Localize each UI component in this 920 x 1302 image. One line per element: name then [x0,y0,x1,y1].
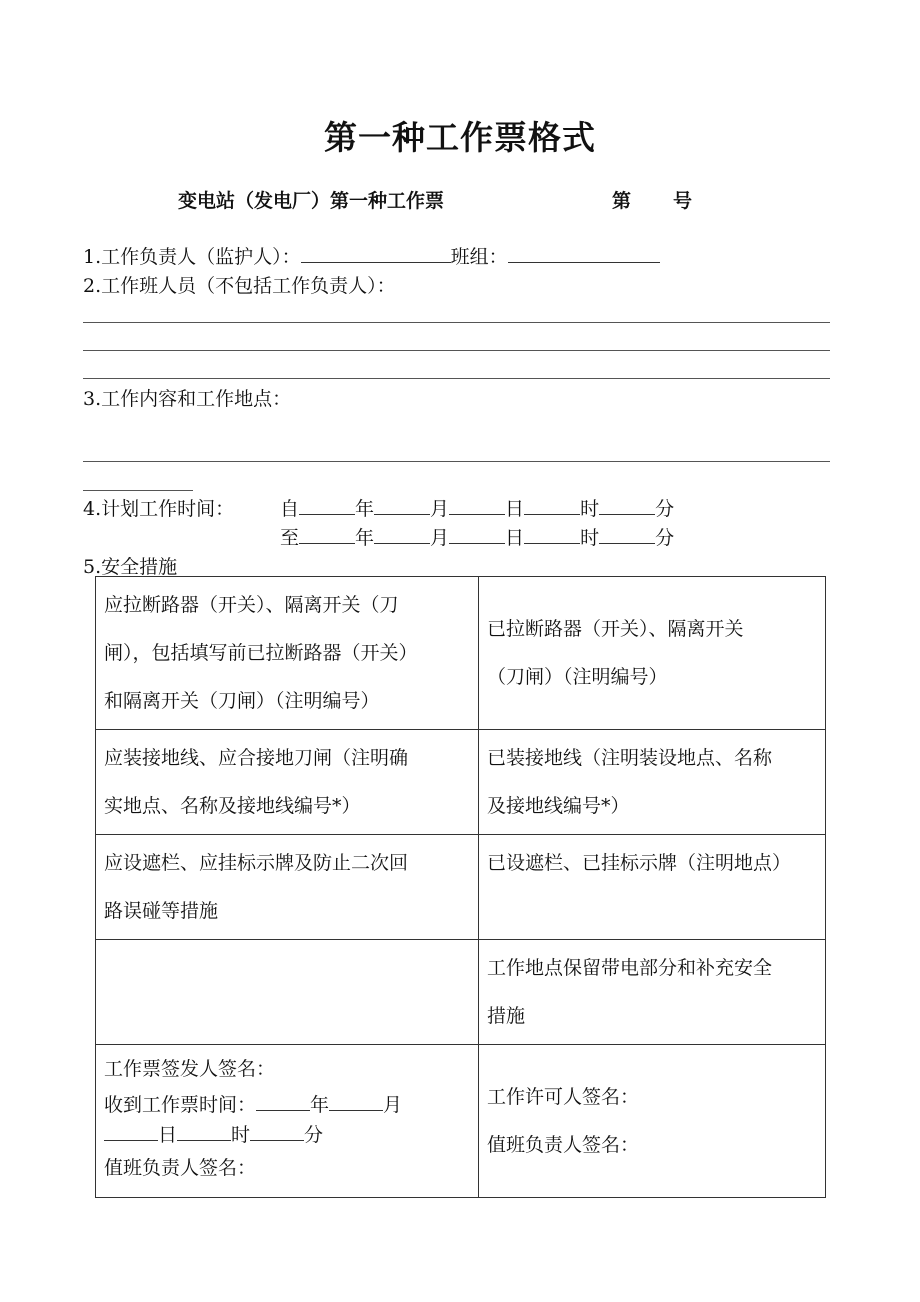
month-unit: 月 [383,1094,403,1116]
year-unit: 年 [310,1094,330,1116]
received-time-label: 收到工作票时间： [104,1094,257,1116]
safety-measures-table [95,576,826,1198]
hour-unit: 时 [231,1124,251,1146]
document-subtitle: 变电站（发电厂）第一种工作票 [178,190,445,212]
item4-label: 4.计划工作时间： [83,498,235,520]
time-to-label: 至 [280,527,300,549]
table-row [96,1045,826,1198]
installed-grounding-cell[interactable] [479,730,826,835]
duty-leader-signature-label: 值班负责人签名： [104,1157,257,1179]
cell-text: 实地点、名称及接地线编号*） [104,795,361,817]
minute-unit: 分 [304,1124,324,1146]
to-day-field[interactable] [449,523,505,544]
cell-text: 和隔离开关（刀闸）（注明编号） [104,690,380,712]
cell-text: 已装接地线（注明装设地点、名称 [487,747,773,769]
item3-label: 3.工作内容和工作地点： [83,388,292,410]
item2-label: 2.工作班人员（不包括工作负责人）： [83,275,396,297]
item1-row [83,242,660,269]
received-minute-field[interactable] [250,1120,304,1141]
team-field[interactable] [508,242,660,263]
empty-cell[interactable] [96,940,479,1045]
day-unit: 日 [505,498,525,520]
table-row [96,577,826,730]
content-line-2[interactable] [83,490,193,491]
cell-text: 应设遮栏、应挂标示牌及防止二次回 [104,852,409,874]
day-unit: 日 [158,1124,178,1146]
ticket-number [612,186,692,213]
to-minute-field[interactable] [599,523,655,544]
minute-unit: 分 [655,498,675,520]
opened-breakers-cell[interactable] [479,577,826,730]
permit-signature-label: 工作许可人签名： [487,1086,640,1108]
received-year-field[interactable] [256,1090,310,1111]
issuer-signature-cell[interactable] [96,1045,479,1198]
cell-text: 闸），包括填写前已拉断路器（开关） [104,642,418,664]
received-hour-field[interactable] [177,1120,231,1141]
to-year-field[interactable] [299,523,355,544]
from-day-field[interactable] [449,494,505,515]
time-from-label: 自 [280,498,300,520]
to-month-field[interactable] [374,523,430,544]
ticket-number-prefix: 第 [612,190,632,212]
hour-unit: 时 [580,527,600,549]
work-leader-field[interactable] [301,242,451,263]
table-row [96,835,826,940]
cell-text: 已拉断路器（开关）、隔离开关 [487,618,744,640]
to-open-breakers-cell[interactable] [96,577,479,730]
item5-label: 5.安全措施 [83,556,178,578]
crew-line-2[interactable] [83,350,830,351]
permit-signature-cell[interactable] [479,1045,826,1198]
content-line-1[interactable] [83,461,830,462]
to-set-barriers-cell[interactable] [96,835,479,940]
cell-text: 及接地线编号*） [487,795,630,817]
cell-text: 工作地点保留带电部分和补充安全 [487,957,773,979]
set-barriers-cell[interactable] [479,835,826,940]
ticket-number-suffix: 号 [673,190,693,212]
table-row [96,940,826,1045]
crew-line-3[interactable] [83,378,830,379]
minute-unit: 分 [655,527,675,549]
cell-text: 已设遮栏、已挂标示牌（注明地点） [487,852,792,874]
received-day-field[interactable] [104,1120,158,1141]
time-from-row [280,494,674,521]
document-title: 第一种工作票格式 [324,118,596,157]
cell-text: 应装接地线、应合接地刀闸（注明确 [104,747,409,769]
received-time-row [104,1090,470,1120]
time-to-row [280,523,674,550]
from-minute-field[interactable] [599,494,655,515]
cell-text: （刀闸）（注明编号） [487,666,668,688]
from-year-field[interactable] [299,494,355,515]
item1-label: 1.工作负责人（监护人）： [83,246,301,268]
live-parts-cell[interactable] [479,940,826,1045]
crew-line-1[interactable] [83,322,830,323]
team-label: 班组： [450,246,508,268]
year-unit: 年 [355,498,375,520]
year-unit: 年 [355,527,375,549]
hour-unit: 时 [580,498,600,520]
from-hour-field[interactable] [524,494,580,515]
issuer-signature-label: 工作票签发人签名： [104,1058,276,1080]
month-unit: 月 [430,498,450,520]
received-time-row-2 [104,1120,470,1150]
cell-text: 应拉断路器（开关）、隔离开关（刀 [104,594,399,616]
cell-text: 路误碰等措施 [104,900,219,922]
cell-text: 措施 [487,1005,526,1027]
to-hour-field[interactable] [524,523,580,544]
to-install-grounding-cell[interactable] [96,730,479,835]
duty-leader-signature-label: 值班负责人签名： [487,1134,640,1156]
table-row [96,730,826,835]
received-month-field[interactable] [329,1090,383,1111]
month-unit: 月 [430,527,450,549]
from-month-field[interactable] [374,494,430,515]
day-unit: 日 [505,527,525,549]
